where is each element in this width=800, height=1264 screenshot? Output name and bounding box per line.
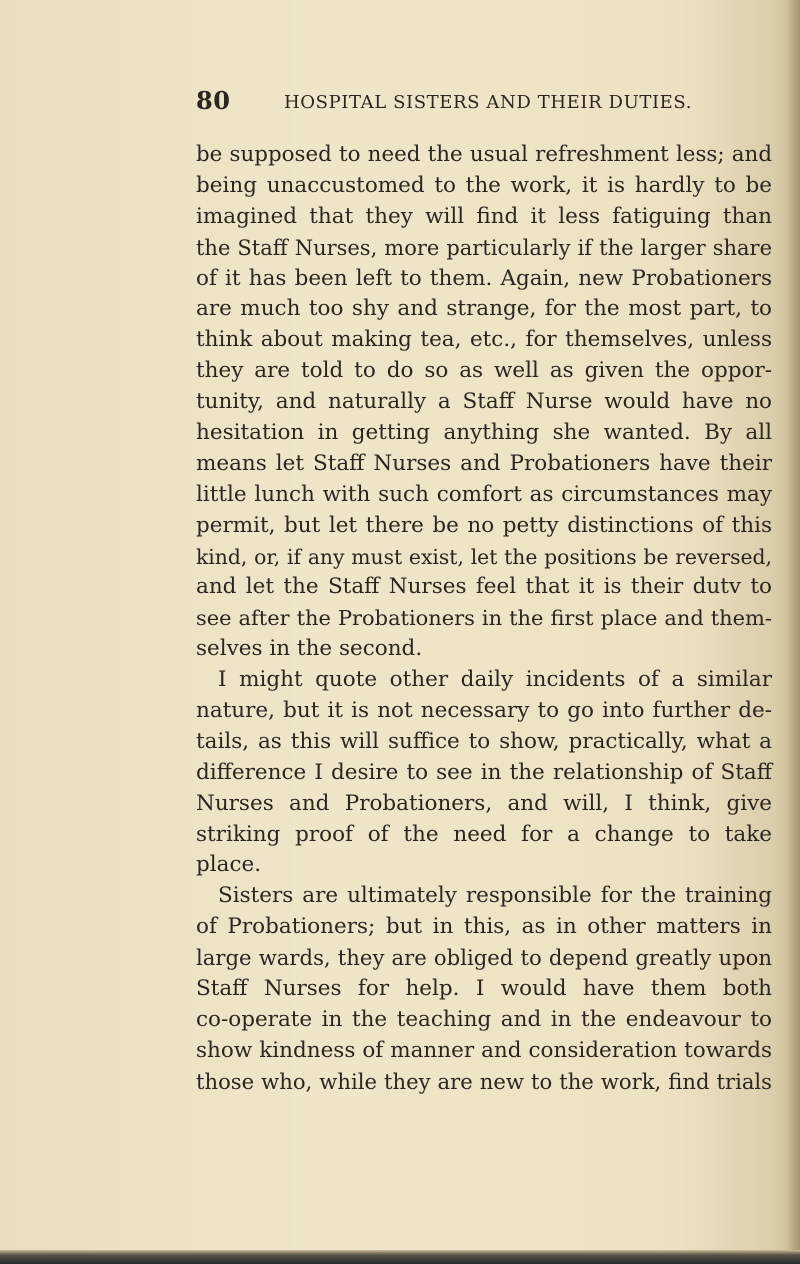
text-line: of it has been left to them. Again, new Probationers	[196, 265, 772, 291]
text-line: co-operate in the teaching and in the endeavour to	[196, 1006, 772, 1032]
text-line: little lunch with such comfort as circumstances may	[196, 481, 772, 507]
text-line: kind, or, if any must exist, let the positions be reversed,	[196, 544, 772, 569]
text-line: show kindness of manner and consideration towards	[196, 1037, 772, 1063]
text-line: Staff Nurses for help. I would have them both	[196, 976, 772, 1002]
text-line: those who, while they are new to the work, find trials	[196, 1068, 772, 1094]
text-line: see after the Probationers in the first place and them-	[196, 606, 772, 631]
text-line: being unaccustomed to the work, it is hardly to be	[196, 172, 772, 198]
page-number: 80	[196, 86, 231, 115]
text-line: the Staff Nurses, more particularly if the larger share	[196, 235, 772, 260]
text-line: tunity, and naturally a Staff Nurse would have no	[196, 389, 772, 415]
text-line: hesitation in getting anything she wanted. By all	[196, 420, 772, 446]
scanner-bottom-edge	[0, 1250, 800, 1264]
text-line: Sisters are ultimately responsible for the training	[218, 883, 772, 909]
page-header	[196, 86, 776, 122]
text-line: means let Staff Nurses and Probationers have their	[196, 450, 772, 476]
text-line: selves in the second.	[196, 636, 423, 662]
body-text	[196, 140, 772, 1098]
running-head: HOSPITAL SISTERS AND THEIR DUTIES.	[284, 92, 693, 113]
text-line: nature, but it is not necessary to go into further de-	[196, 698, 772, 724]
text-line: Nurses and Probationers, and will, I think, give	[196, 790, 772, 816]
text-line: of Probationers; but in this, as in other matters in	[196, 914, 772, 940]
text-line: place.	[196, 852, 262, 878]
page-gutter-shadow	[786, 0, 800, 1264]
text-line: striking proof of the need for a change to take	[196, 821, 772, 847]
text-line: be supposed to need the usual refreshment less; and	[196, 142, 772, 167]
text-line: permit, but let there be no petty distinctions of this	[196, 512, 772, 538]
text-line: tails, as this will suffice to show, practically, what a	[196, 728, 772, 754]
text-line: large wards, they are obliged to depend greatly upon	[196, 945, 772, 971]
text-line: difference I desire to see in the relationship of Staff	[196, 759, 772, 785]
text-line: they are told to do so as well as given the oppor-	[196, 358, 772, 384]
text-line: I might quote other daily incidents of a similar	[218, 667, 772, 693]
text-line: and let the Staff Nurses feel that it is their dutv to	[196, 574, 772, 600]
text-line: think about making tea, etc., for themselves, unless	[196, 327, 772, 353]
text-line: imagined that they will find it less fatiguing than	[196, 203, 772, 229]
text-line: are much too shy and strange, for the most part, to	[196, 296, 772, 322]
